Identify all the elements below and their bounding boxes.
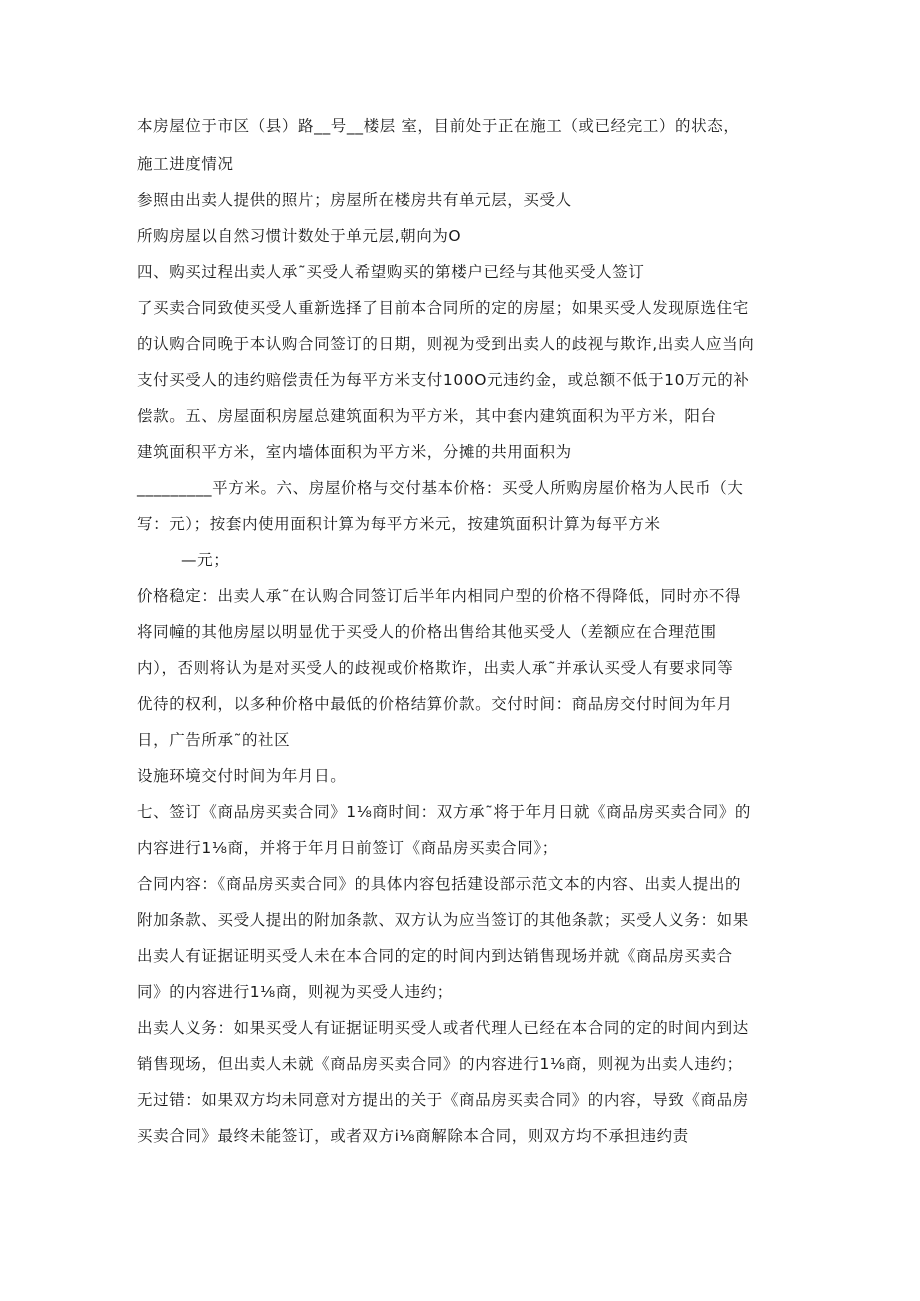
text-line-11: _________平方米。六、房屋价格与交付基本价格：买受人所购房屋价格为人民币（大 [137, 479, 744, 497]
text-line-21: 内容进行1⅛商，并将于年月日前签订《商品房买卖合同》； [137, 839, 558, 857]
text-line-25: 同》的内容进行1⅛商，则视为买受人违约； [137, 983, 453, 1001]
text-line-20: 七、签订《商品房买卖合同》1⅛商时间：双方承˜将于年月日就《商品房买卖合同》的 [137, 803, 752, 821]
text-line-19: 设施环境交付时间为年月日。 [137, 767, 347, 785]
text-line-24: 出卖人有证据证明买受人未在本合同的定的时间内到达销售现场并就《商品房买卖合 [137, 947, 733, 965]
text-line-4: 所购房屋以自然习惯计数处于单元层,朝向为O [137, 227, 462, 245]
text-line-9: 偿款。五、房屋面积房屋总建筑面积为平方米，其中套内建筑面积为平方米，阳台 [137, 407, 717, 425]
text-line-29: 买卖合同》最终未能签订，或者双方i⅛商解除本合同，则双方均不承担违约责 [137, 1127, 689, 1145]
text-line-13: —元； [181, 551, 230, 569]
text-line-12: 写：元）；按套内使用面积计算为每平方米元，按建筑面积计算为每平方米 [137, 515, 661, 533]
text-line-8: 支付买受人的违约赔偿责任为每平方米支付100O元违约金，或总额不低于10万元的补 [137, 371, 750, 389]
text-line-18: 日，广告所承˜的社区 [137, 731, 291, 749]
text-line-22: 合同内容：《商品房买卖合同》的具体内容包括建设部示范文本的内容、出卖人提出的 [137, 875, 742, 893]
text-line-17: 优待的权利，以多种价格中最低的价格结算价款。交付时间：商品房交付时间为年月 [137, 695, 733, 713]
text-line-16: 内），否则将认为是对买受人的歧视或价格欺诈，出卖人承˜并承认买受人有要求同等 [137, 659, 734, 677]
text-line-7: 的认购合同晚于本认购合同签订的日期，则视为受到出卖人的歧视与欺诈,出卖人应当向 [137, 335, 755, 353]
text-line-14: 价格稳定：出卖人承˜在认购合同签订后半年内相同户型的价格不得降低，同时亦不得 [137, 587, 742, 605]
text-line-6: 了买卖合同致使买受人重新选择了目前本合同所的定的房屋；如果买受人发现原选住宅 [137, 299, 749, 317]
text-line-23: 附加条款、买受人提出的附加条款、双方认为应当签订的其他条款；买受人义务：如果 [137, 911, 749, 929]
text-line-10: 建筑面积平方米，室内墙体面积为平方米，分摊的共用面积为 [137, 443, 572, 461]
text-line-5: 四、购买过程出卖人承˜买受人希望购买的第楼户已经与其他买受人签订 [137, 263, 645, 281]
text-line-28: 无过错：如果双方均未同意对方提出的关于《商品房买卖合同》的内容，导致《商品房 [137, 1091, 749, 1109]
text-line-15: 将同幢的其他房屋以明显优于买受人的价格出售给其他买受人（差额应在合理范围 [137, 623, 717, 641]
text-line-2: 施工进度情况 [137, 155, 234, 173]
text-line-26: 出卖人义务：如果买受人有证据证明买受人或者代理人已经在本合同的定的时间内到达 [137, 1019, 749, 1037]
text-line-3: 参照由出卖人提供的照片；房屋所在楼房共有单元层，买受人 [137, 191, 572, 209]
text-line-27: 销售现场，但出卖人未就《商品房买卖合同》的内容进行1⅛商，则视为出卖人违约； [137, 1055, 743, 1073]
text-line-1: 本房屋位于市区（县）路__号__楼层 室，目前处于正在施工（或已经完工）的状态， [137, 117, 740, 135]
